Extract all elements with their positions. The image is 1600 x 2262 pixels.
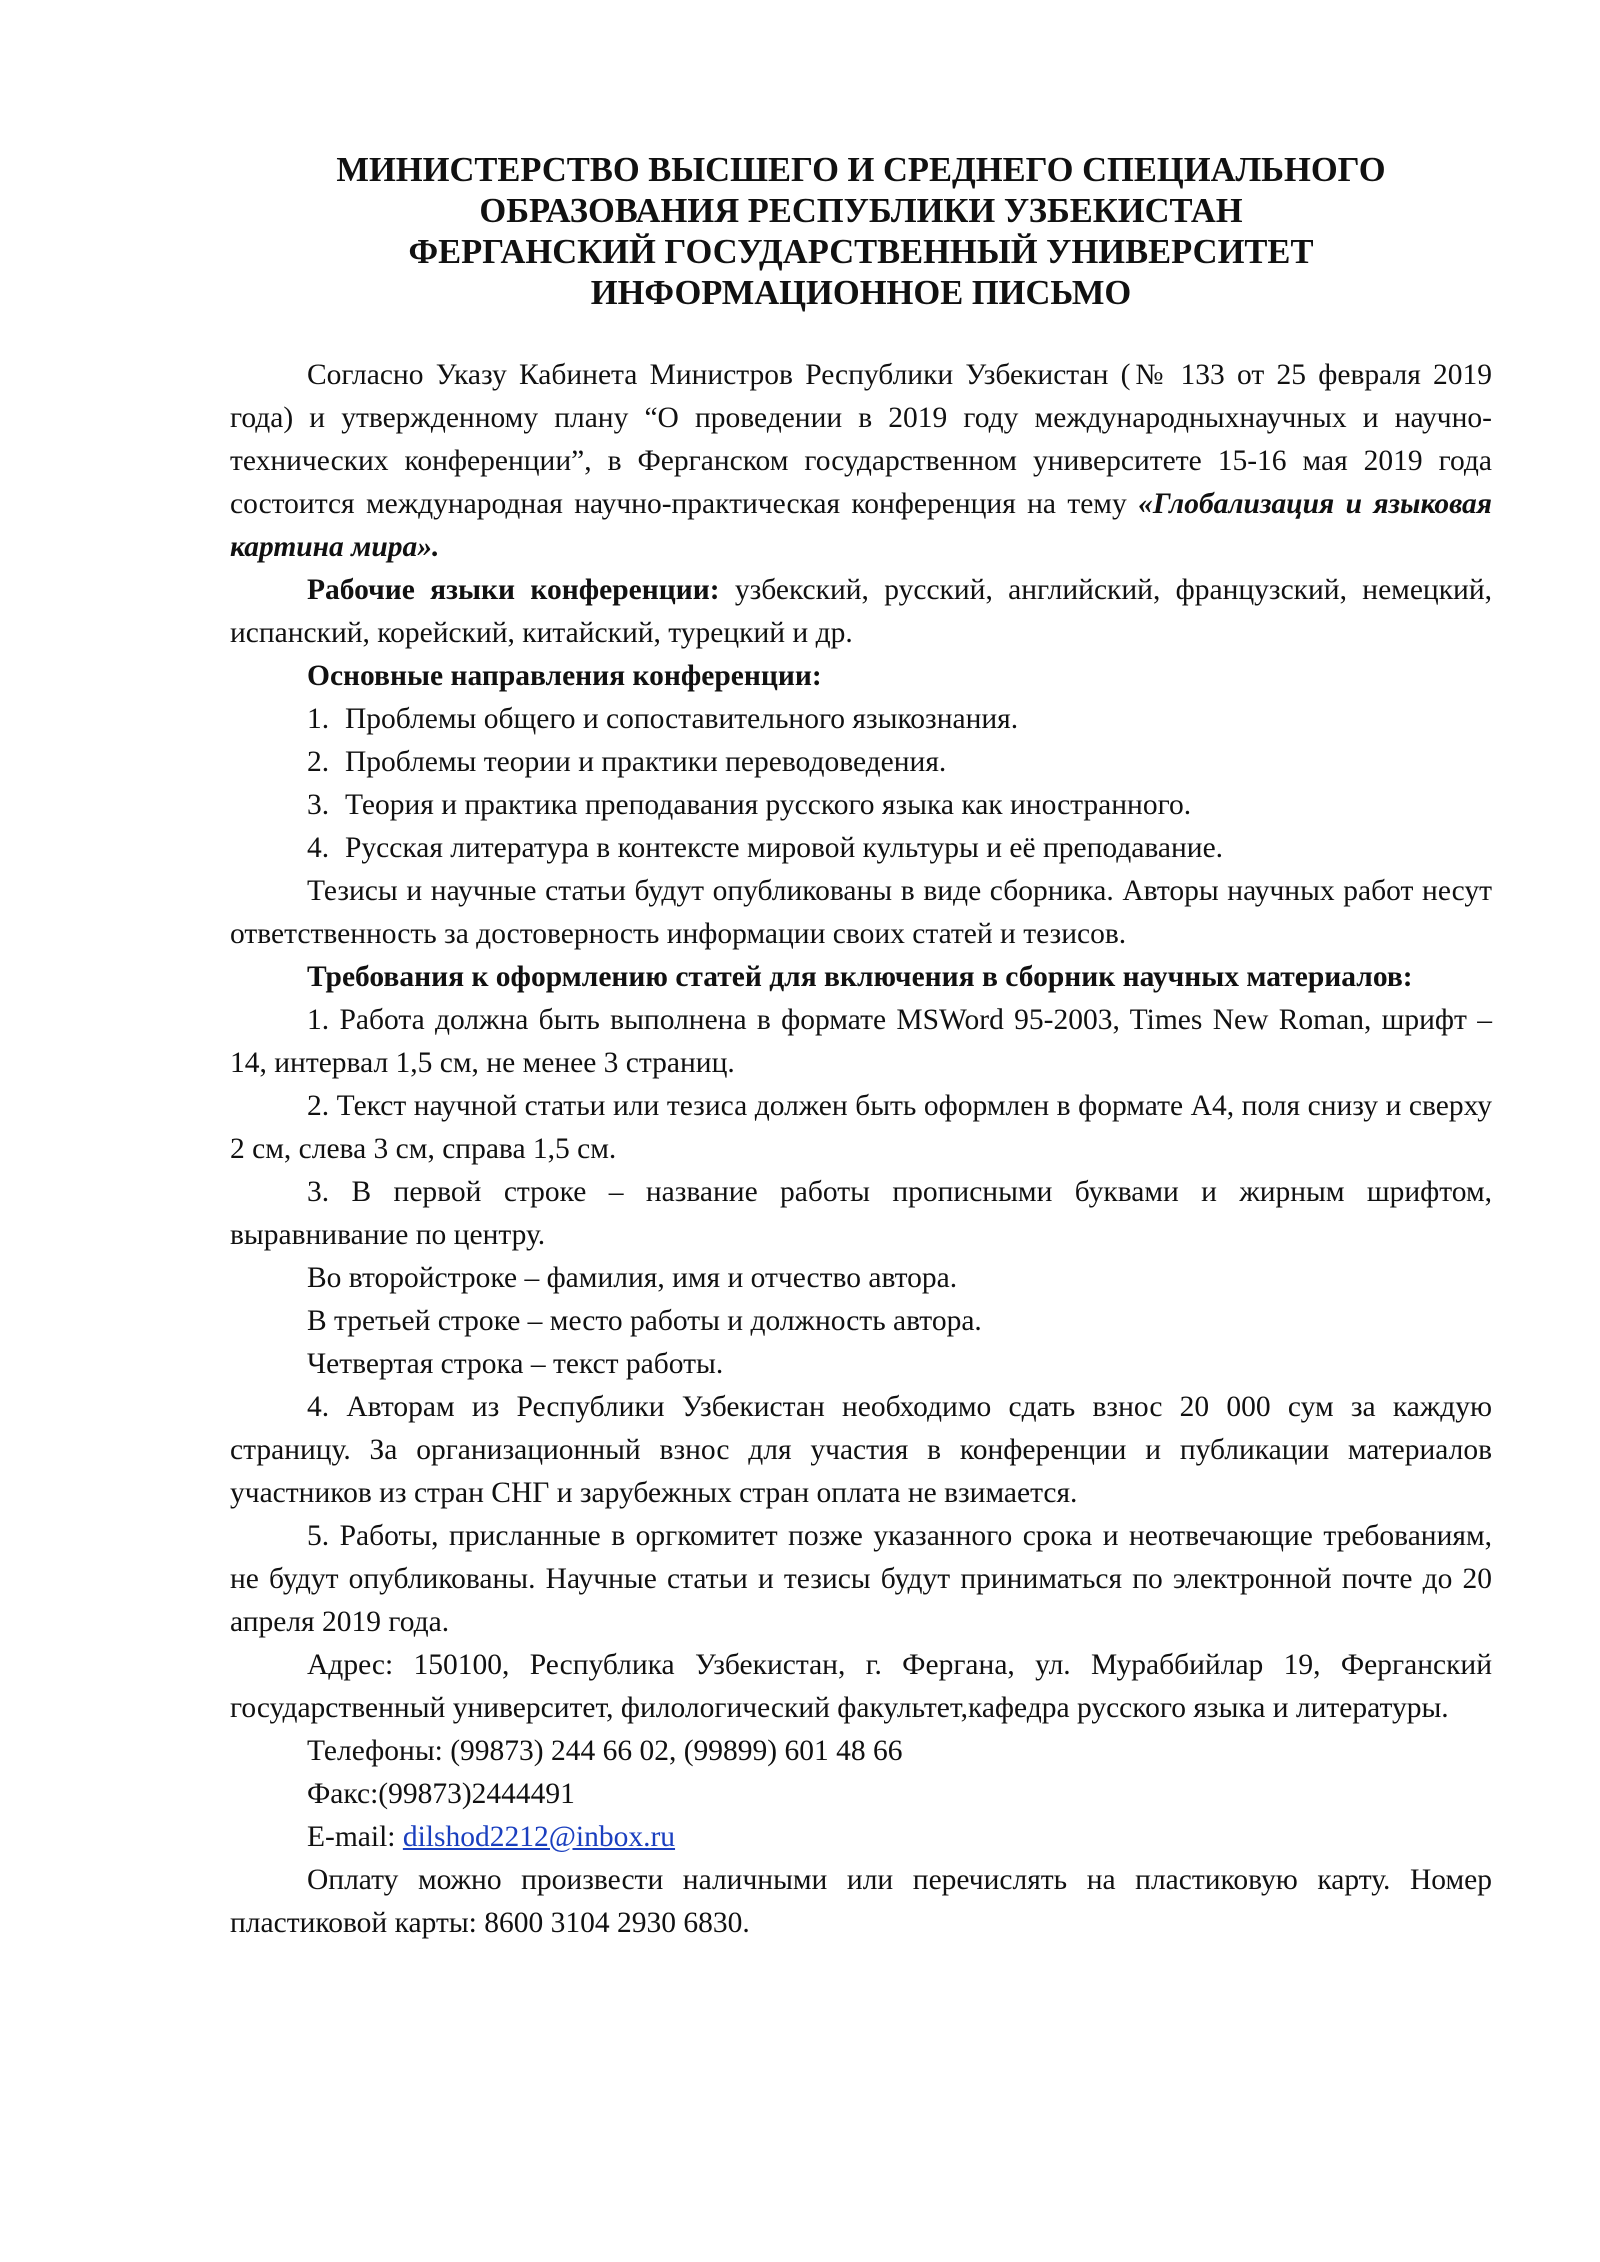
direction-number: 1. [307, 703, 330, 735]
direction-text: Проблемы общего и сопоставительного языкознания. [345, 703, 1019, 735]
requirements-label: Требования к оформлению статей для включения в сборник научных материалов: [307, 961, 1413, 993]
directions-label: Основные направления конференции: [307, 660, 822, 692]
direction-number: 2. [307, 746, 330, 778]
requirement-3: 3. В первой строке – название работы прописными буквами и жирным шрифтом, выравнивание по центру. [230, 1176, 1492, 1251]
direction-item [230, 741, 1492, 784]
phones-line: Телефоны: (99873) 244 66 02, (99899) 601 48 66 [307, 1735, 903, 1767]
requirement-3-third-line: В третьей строке – место работы и должность автора. [307, 1305, 982, 1337]
requirement-5: 5. Работы, присланные в оргкомитет позже указанного срока и неотвечающие требованиям, не будут опубликованы. Научные статьи и тезисы будут приниматься по электронной почте до 20 апреля 2019 года. [230, 1520, 1492, 1638]
requirements-heading [230, 956, 1492, 999]
direction-number: 4. [307, 832, 330, 864]
address-paragraph: Адрес: 150100, Республика Узбекистан, г. Фергана, ул. Мураббийлар 19, Ферганский государственный университет, филологический факультет,кафедра русского языка и литературы. [230, 1649, 1492, 1724]
requirement-3-fourth-line: Четвертая строка – текст работы. [307, 1348, 724, 1380]
requirement-4: 4. Авторам из Республики Узбекистан необходимо сдать взнос 20 000 сум за каждую страницу. За организационный взнос для участия в конференции и публикации материалов участников из стран СНГ и зарубежных стран оплата не взимается. [230, 1391, 1492, 1509]
direction-text: Проблемы теории и практики переводоведения. [345, 746, 947, 778]
direction-item [230, 698, 1492, 741]
header-university: ФЕРГАНСКИЙ ГОСУДАРСТВЕННЫЙ УНИВЕРСИТЕТ [408, 233, 1314, 271]
letter-body [230, 354, 1492, 1945]
direction-item [230, 827, 1492, 870]
directions-heading [230, 655, 1492, 698]
email-label: E-mail: [307, 1821, 403, 1853]
direction-item [230, 784, 1492, 827]
letter-header [230, 150, 1492, 314]
requirement-2: 2. Текст научной статьи или тезиса должен быть оформлен в формате А4, поля снизу и сверху 2 см, слева 3 см, справа 1,5 см. [230, 1090, 1492, 1165]
conference-topic: «Глобализация и языковая картина мира». [230, 488, 1492, 563]
payment-paragraph: Оплату можно произвести наличными или перечислять на пластиковую карту. Номер пластиковой карты: 8600 3104 2930 6830. [230, 1864, 1492, 1939]
requirement-3-second-line: Во второйстроке – фамилия, имя и отчество автора. [307, 1262, 958, 1294]
direction-text: Русская литература в контексте мировой культуры и её преподавание. [345, 832, 1224, 864]
document-page [230, 150, 1492, 1945]
header-ministry-line1: МИНИСТЕРСТВО ВЫСШЕГО И СРЕДНЕГО СПЕЦИАЛЬНОГО [336, 151, 1386, 189]
requirement-1: 1. Работа должна быть выполнена в формате MSWord 95-2003, Times New Roman, шрифт – 14, интервал 1,5 см, не менее 3 страниц. [230, 1004, 1492, 1079]
intro-text: Согласно Указу Кабинета Министров Республики Узбекистан (№ 133 от 25 февраля 2019 года) и утвержденному плану “О проведении в 2019 году международныхнаучных и научно-технических конференции”, в Ферганском государственном университете 15-16 мая 2019 года состоится международная научно-практическая конференция на тему [230, 359, 1492, 520]
email-line [230, 1816, 1492, 1859]
intro-paragraph [230, 354, 1492, 569]
publication-note: Тезисы и научные статьи будут опубликованы в виде сборника. Авторы научных работ несут ответственность за достоверность информации своих статей и тезисов. [230, 875, 1492, 950]
direction-number: 3. [307, 789, 330, 821]
languages-text: узбекский, русский, английский, французский, немецкий, испанский, корейский, китайский, турецкий и др. [230, 574, 1492, 649]
direction-text: Теория и практика преподавания русского языка как иностранного. [345, 789, 1192, 821]
header-ministry-line2: ОБРАЗОВАНИЯ РЕСПУБЛИКИ УЗБЕКИСТАН [479, 192, 1243, 230]
fax-line: Факс:(99873)2444491 [307, 1778, 575, 1810]
languages-paragraph [230, 569, 1492, 655]
email-link[interactable]: dilshod2212@inbox.ru [402, 1821, 676, 1853]
languages-label: Рабочие языки конференции: [307, 574, 720, 606]
header-letter-title: ИНФОРМАЦИОННОЕ ПИСЬМО [590, 274, 1132, 312]
